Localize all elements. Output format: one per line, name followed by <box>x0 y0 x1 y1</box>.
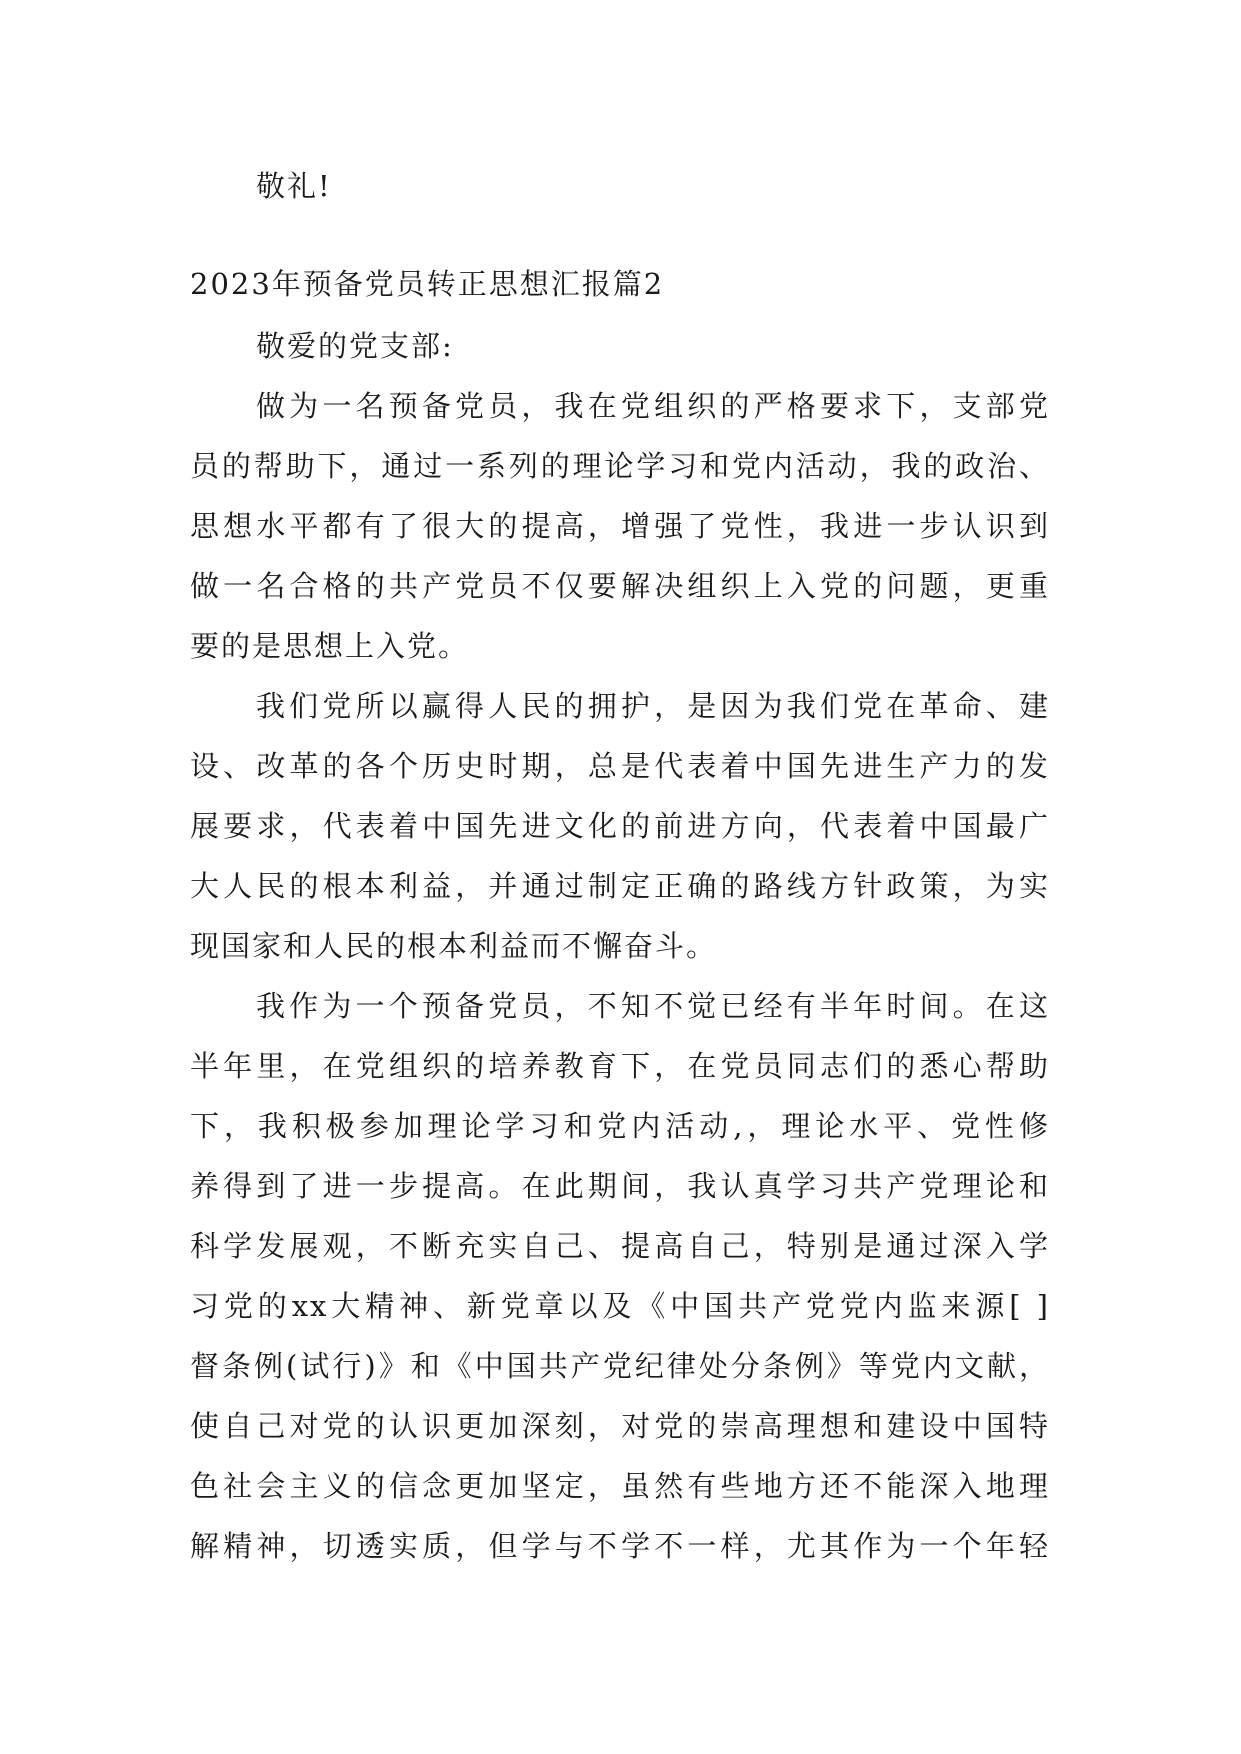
paragraph-line: 养得到了进一步提高。在此期间，我认真学习共产党理论和 <box>190 1169 1050 1203</box>
paragraph-line: 做一名合格的共产党员不仅要解决组织上入党的问题，更重 <box>190 569 1050 603</box>
paragraph-line: 习党的xx大精神、新党章以及《中国共产党党内监来源[ ] <box>190 1289 1050 1323</box>
paragraph-line: 解精神，切透实质，但学与不学不一样，尤其作为一个年轻 <box>190 1529 1050 1563</box>
paragraph-line: 我作为一个预备党员，不知不觉已经有半年时间。在这 <box>256 989 1050 1023</box>
paragraph-line: 做为一名预备党员，我在党组织的严格要求下，支部党 <box>256 389 1050 423</box>
paragraph-line: 下，我积极参加理论学习和党内活动,，理论水平、党性修 <box>190 1109 1050 1143</box>
paragraph-line: 思想水平都有了很大的提高，增强了党性，我进一步认识到 <box>190 509 1050 543</box>
paragraph-line: 督条例(试行)》和《中国共产党纪律处分条例》等党内文献， <box>190 1349 1050 1383</box>
salutation: 敬爱的党支部: <box>256 329 454 363</box>
paragraph-line: 设、改革的各个历史时期，总是代表着中国先进生产力的发 <box>190 749 1050 783</box>
paragraph-line: 员的帮助下，通过一系列的理论学习和党内活动，我的政治、 <box>190 449 1050 483</box>
paragraph-line: 色社会主义的信念更加坚定，虽然有些地方还不能深入地理 <box>190 1469 1050 1503</box>
paragraph-line: 要的是思想上入党。 <box>190 629 470 663</box>
paragraph-line: 半年里，在党组织的培养教育下，在党员同志们的悉心帮助 <box>190 1049 1050 1083</box>
section-title: 2023年预备党员转正思想汇报篇2 <box>190 267 665 301</box>
closing-text: 敬礼! <box>256 169 332 203</box>
paragraph-line: 大人民的根本利益，并通过制定正确的路线方针政策，为实 <box>190 869 1050 903</box>
paragraph-line: 使自己对党的认识更加深刻，对党的崇高理想和建设中国特 <box>190 1409 1050 1443</box>
paragraph-line: 展要求，代表着中国先进文化的前进方向，代表着中国最广 <box>190 809 1050 843</box>
paragraph-line: 科学发展观，不断充实自己、提高自己，特别是通过深入学 <box>190 1229 1050 1263</box>
paragraph-line: 我们党所以赢得人民的拥护，是因为我们党在革命、建 <box>256 689 1050 723</box>
paragraph-line: 现国家和人民的根本利益而不懈奋斗。 <box>190 929 718 963</box>
